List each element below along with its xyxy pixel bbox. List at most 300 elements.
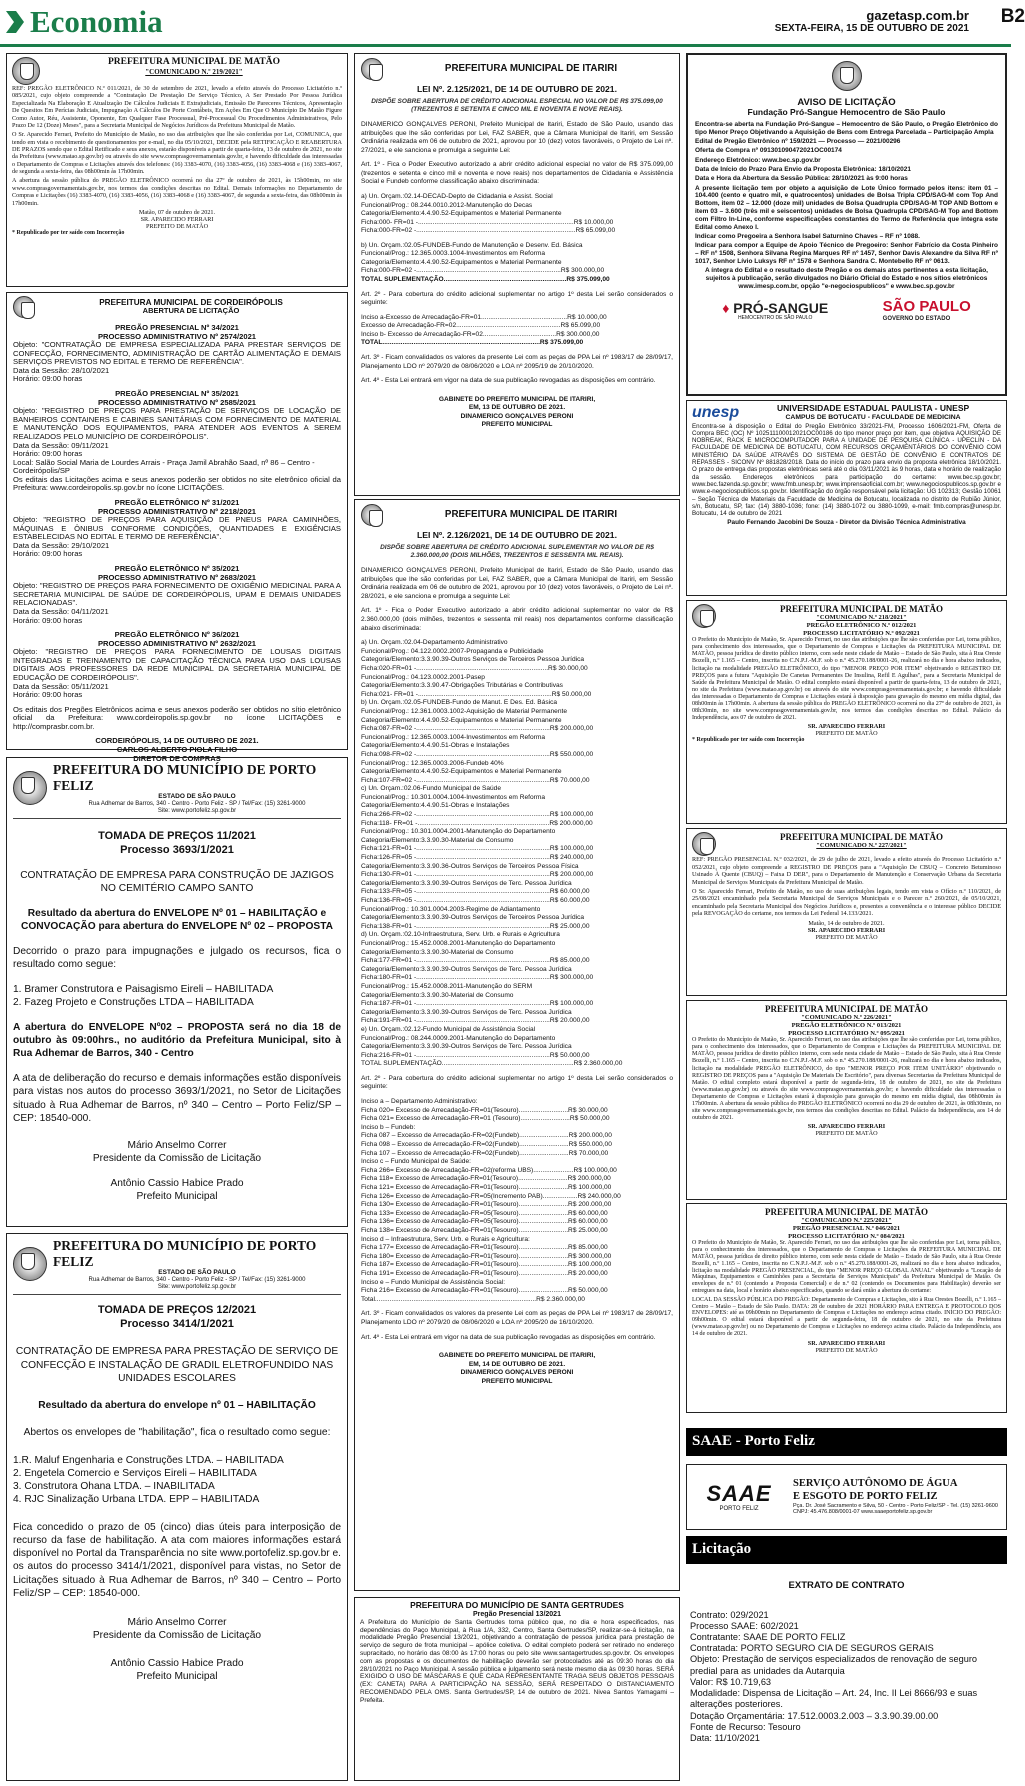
tender-process: PROCESSO ADMINISTRATIVO Nº 2632/2021 [97, 638, 257, 648]
tender-editais: Os editais das Licitações acima e seus anexos poderão ser obtidos no site eletrônico oficial da Prefeitura: www.cordeiropolis.sp.gov.br no ícone LICITAÇÕES. [13, 474, 341, 493]
budget-line: Ficha 216= Excesso de Arrecadação-FR=01(Tesouro)...........................R$ 50.000,00 [361, 1287, 608, 1295]
result-item: 1. Bramer Construtora e Paisagismo Eireli – HABILITADA [13, 984, 274, 996]
tender-heading: PREGÃO ELETRÔNICO Nº 36/2021 [114, 630, 240, 640]
gabinete-date: EM, 14 DE OUTUBRO DE 2021. [468, 1360, 566, 1368]
law-article-4: Art. 4º - Esta Lei entrará em vigor na data de sua publicação revogadas as disposições em contrário. [361, 1333, 656, 1341]
gabinete-date: EM, 13 DE OUTUBRO DE 2021. [468, 404, 566, 412]
section-bar-saae [686, 1428, 1007, 1456]
tender-date: Data da Sessão: 28/10/2021 [13, 365, 110, 375]
cover-lines [361, 1098, 673, 1304]
section-bar-title: Licitação [692, 1541, 752, 1558]
result-item: 2. Engetela Comercio e Serviços Eireli – HABILITADA [13, 1467, 257, 1479]
notice-matao-227 [686, 828, 1007, 996]
notice-title: PREFEITURA MUNICIPAL DE ITARIRI [444, 509, 618, 521]
budget-line: Ficha 107 – Excesso de Arrecadação-FR=02(Fundeb)...........................R$ 70.000,00 [361, 1149, 609, 1157]
contract-extract [686, 1570, 1007, 1782]
notice-role: PREFEITO DE MATÃO [815, 729, 878, 737]
budget-line: Inciso c – Fundo Municipal de Saúde: [361, 1158, 471, 1166]
tender-result: Resultado da abertura do ENVELOPE Nº 01 – HABILITAÇÃO e CONVOCAÇÃO para abertura do ENVELOPE Nº 02 – PROPOSTA [20, 908, 334, 933]
result-item: 1.R. Maluf Engenharia e Construções LTDA. – HABILITADA [13, 1454, 284, 1466]
gabinete: GABINETE DO PREFEITO MUNICIPAL DE ITARIRI, [438, 395, 596, 403]
budget-line: Categoria/Elemento:4.4.90.52-Equipamentos e Material Permanente [361, 768, 562, 776]
tender-object: Objeto: "CONTRATAÇÃO DE EMPRESA ESPECIALIZADA PARA PRESTAR SERVIÇOS DE CONFECÇÃO, FORNECIMENTO, ADMINISTRAÇÃO DE CARTÃO ALIMENTAÇÃO E DEMAIS SERVIÇOS PREVISTOS NO EDITAL E TERMO DE REFERÊNCIA". [13, 340, 341, 367]
budget-unit: b) Un. Orçam.:02.05-FUNDEB-Fundo de Manutenção e Desenv. Ed. Básica [361, 241, 583, 249]
state-seal-icon [832, 61, 862, 91]
budget-unit: a) Un. Orçam.:02.14-DECAD-Depto de Cidadania e Assist. Social [361, 192, 553, 200]
budget-line: Ficha 266= Excesso de Arrecadação-FR=02(reforma UBS)......................R$ 100.000,00 [361, 1166, 617, 1174]
org-address: Pça. Dr. José Sacramento e Silva, 50 - Centro - Porto Feliz/SP - Tel. (15) 3261-9600 [793, 1502, 998, 1509]
notice-porto-feliz-tp12 [6, 1233, 348, 1781]
budget-line: Ficha:138-FR=01 -.........................................................................R$ 25.000,00 [361, 922, 590, 930]
signer-role: Prefeito Municipal [136, 1190, 218, 1202]
budget-line: Categoria/Elemento:3.3.90.39-Outros Serviços de Terc. Pessoa Jurídica [361, 879, 572, 887]
extract-line: Contratada: PORTO SEGURO CIA DE SEGUROS GERAIS [690, 1643, 934, 1654]
budget-line: Ficha:266-FR=02 -.........................................................................R$ 100.000,00 [361, 811, 594, 819]
budget-line: Inciso a – Departamento Administrativo: [361, 1098, 478, 1106]
notice-body: A Prefeitura do Município de Santa Gertrudes torna público que, no dia e hora especificados, nas dependências do Paço Municipal, à Rua 1/A, 332, Centro, Santa Gertrudes/SP, realizar-se-á licitação, na modalidade Pregão Presencial 13/2021, objetivando a contratação de pessoa jurídica para prestação de serviço de seguro de frota municipal – apólice coletiva. O edital completo poderá ser retirado no endereço supracitado, no horário das 08:00 às 17:00 horas ou pelo site www.santagertrudes.sp.gov.br. Os envelopes com as propostas e os documentos de habilitação deverão ser protocolados até as 09:30 horas do dia 28/10/2021 no Paço Municipal. A sessão pública e julgamento será neste mesmo dia às 09:30 horas. SERÁ EXIGIDO O USO DE MÁSCARAS E QUE CADA REPRESENTANTE TRAGA SEUS OBJETOS PESSOAIS (EX: CANETA) PARA A PARTICIPAÇÃO NA SESSÃO, SERÁ RESPEITADO O DISTANCIAMENTO RECOMENDADO PELA OMS. Santa Gertrudes/SP, 14 de outubro de 2021. Nivea Santos Yamagami – Prefeita. [360, 1618, 674, 1704]
budget-line: Categoria/Elemento:4.4.90.51-Obras e Instalações [361, 802, 510, 810]
budget-line: Funcional/Prog.: 10.301.0004.1004-Investimentos em Reforma [361, 793, 545, 801]
notice-process: PROCESSO LICITATÓRIO N.º 084/2021 [788, 1232, 905, 1240]
chevron-right-icon [4, 9, 26, 35]
budget-line: Funcional/Prog.: 12.365.0003.1004-Investimentos em Reforma [361, 250, 545, 258]
notice-matao-226 [686, 1000, 1007, 1200]
notice-site: Site: www.portofeliz.sp.gov.br [157, 1283, 237, 1290]
tender-time: Horário: 09:00 horas [13, 690, 83, 700]
budget-line: TOTAL SUPLEMENTAÇÃO........................................................................R$ 2.360.000,00 [361, 1060, 623, 1068]
coat-of-arms-icon [13, 1247, 47, 1281]
budget-line: Ficha:136-FR=05 -.........................................................................R$ 60.000,00 [361, 897, 590, 904]
notice-site: Site: www.portofeliz.sp.gov.br [157, 807, 237, 814]
extract-line: Fonte de Recurso: Tesouro [690, 1721, 801, 1732]
law-preamble: DINAMERICO GONÇALVES PERONI, Prefeito Municipal de Itariri, Estado de São Paulo, usando das atribuições que lhe são conferidas por Lei, FAZ SABER, que a Câmara Municipal de Itariri, em Sessão Ordinária realizada em 06 de outubro de 2021, aprovou por 10 (dez) votos favoráveis, o Projeto de Lei nº. 28/2021, e ele sanciona e promulga a seguinte Lei: [361, 567, 673, 600]
budget-line: Inciso e – Fundo Municipal de Assistência Social: [361, 1278, 506, 1286]
tender-intro: Decorrido o prazo para impugnações e julgado os recursos, fica o resultado como segue: [13, 946, 341, 971]
notice-signer: CARLOS ALBERTO PIOLA FILHO [116, 745, 238, 755]
notice-subtitle: Fundação Pró-Sangue Hemocentro de São Paulo [747, 107, 946, 118]
notice-role: DIRETOR DE COMPRAS [133, 753, 221, 763]
budget-line: Ficha:098-FR=02 -.........................................................................R$ 550.000,00 [361, 750, 594, 758]
notice-santa-gertrudes [354, 1597, 680, 1781]
notice-porto-feliz-tp11 [6, 753, 348, 1227]
extract-line: Contrato: 029/2021 [690, 1609, 769, 1620]
budget-line: Funcional/Prog.: 15.452.0008.2001-Manutenção do Departamento [361, 939, 556, 947]
notice-signer: DINAMERICO GONÇALVES PERONI [460, 1369, 574, 1377]
budget-line: Ficha 098 – Excesso de Arrecadação-FR=02(Fundeb)...........................R$ 550.000,00 [361, 1141, 612, 1149]
notice-heading: PREGÃO ELETRÔNICO N.º 012/2021 [806, 621, 917, 629]
unesp-logo: unesp [692, 404, 740, 421]
budget-line: Ficha:000-FR=02 -.......................................................................................R$ 65.099,00 [361, 227, 616, 235]
budget-line: Funcional/Prog.: 15.452.0008.2011-Manutenção do SERM [361, 982, 533, 990]
coat-of-arms-icon [13, 296, 35, 318]
tender-process: PROCESSO ADMINISTRATIVO Nº 2585/2021 [97, 397, 257, 407]
tender-process: PROCESSO ADMINISTRATIVO Nº 2218/2021 [97, 506, 257, 516]
notice-title: PREFEITURA MUNICIPAL DE MATÃO [765, 1207, 928, 1217]
budget-line: Ficha 133= Excesso de Arrecadação-FR=05(Tesouro)...........................R$ 60.000,00 [361, 1209, 608, 1217]
extract-line: Valor: R$ 10.719,63 [690, 1676, 772, 1687]
budget-line: Ficha 126= Excesso de Arrecadação-FR=05(Incremento PAB)...................R$ 240.000,00 [361, 1192, 621, 1200]
notice-subtitle: ABERTURA DE LICITAÇÃO [142, 306, 240, 316]
notice-title: PREFEITURA DO MUNICÍPIO DE SANTA GERTRUDES [410, 1600, 624, 1610]
notice-state: ESTADO DE SÃO PAULO [158, 793, 236, 801]
budget-line: Ficha:000-FR=02 -...............................................................................R$ 300.000,00 [361, 267, 605, 275]
saae-logo [693, 1481, 785, 1513]
law-number: LEI Nº. 2.126/2021, DE 14 DE OUTUBRO DE 2021. [417, 530, 617, 540]
tender-time: Horário: 09:00 horas [13, 374, 83, 384]
notice-cordeiropolis [6, 292, 348, 763]
signer-name: Antônio Cassio Habice Prado [110, 1177, 244, 1189]
law-summary: DISPÕE SOBRE ABERTURA DE CRÉDITO ADICIONAL SUPLEMENTAR NO VALOR DE R$ 2.360.000,00 (DOIS MILHÕES, TREZENTOS E SESSENTA MIL REAIS). [380, 543, 654, 559]
notice-note: * Republicado por ter saído com Incorreção [12, 230, 125, 237]
notice-role: PREFEITO MUNICIPAL [481, 1377, 553, 1385]
notice-line: Endereço Eletrônico: www.bec.sp.gov.br [695, 156, 821, 164]
law-article-1: Art. 1º - Fica o Poder Executivo autorizado a abrir crédito adicional especial no valor de R$ 375.099,00 (trezentos e setenta e cinco mil e noventa e nove reais) nos departamentos de Cidadania e Assistência Social e Fundeb conforme classificação abaixo discriminada: [361, 161, 673, 186]
notice-title: PREFEITURA DO MUNICÍPIO DE PORTO FELIZ [53, 762, 317, 793]
logo-subtext: GOVERNO DO ESTADO [882, 315, 951, 322]
budget-line: b) Un. Orçam.:02.05-FUNDEB-Fundo de Manut. E Des. Ed. Básica [361, 699, 558, 707]
notice-line: Indicar como Pregoeira a Senhora Isabel Saturnino Chaves – RF nº 1088. [695, 232, 920, 240]
extract-line: Dotação Orçamentária: 17.512.0003.2.003 – 3.3.90.39.00.00 [690, 1710, 939, 1721]
budget-line: Ficha 021= Excesso de Arrecadação-FR=01 (Tesouro)...........................R$ 50.000,00 [361, 1115, 610, 1123]
budget-line: Ficha:216-FR=01 -.........................................................................R$ 50.000,00 [361, 1051, 590, 1059]
law-article-2: Art. 2º - Para cobertura do crédito adicional suplementar no artigo 1º desta Lei serão considerados o seguinte: [361, 1074, 673, 1091]
notice-line: Data e Hora da Abertura da Sessão Pública: 28/10/2021 às 9:00 horas [695, 175, 908, 183]
tender-opening: A abertura do ENVELOPE Nº02 – PROPOSTA será no dia 18 de outubro às 09:00hrs., no auditório da Prefeitura Municipal, sito à Rua Adhemar de Barros, 340 - Centro [13, 1022, 341, 1060]
notice-ref: REF: PREGÃO PRESENCIAL N.º 032/2021, de 29 de julho de 2021, levado a efeito através do Processo Licitatório n.º 052/2021, cujo objeto compreende a REGISTRO DE PREÇOS para a "Aquisição De CBUQ – Concreto Betuminoso Usinado À Quente (CBUQ) – Faixa D DER", para o Departamento de Manutenção e Conservação Urbana da Secretaria Municipal de Serviços Municipais da Prefeitura Municipal de Matão. [692, 856, 1001, 886]
budget-line: Ficha:118- FR=01 -........................................................................R$ 200.000,00 [361, 819, 593, 827]
notice-signer: SR. APARECIDO FERRARI [807, 1339, 886, 1347]
budget-line: Funcional/Prog.: 12.365.0003.1004-Investimentos em Reforma [361, 733, 545, 741]
notice-matao-218 [686, 600, 1007, 824]
tender-object: Objeto: "REGISTRO DE PREÇOS PARA PRESTAÇÃO DE SERVIÇOS DE LOCAÇÃO DE BANHEIROS CONTAINERS E CABINES SANITÁRIAS COM FORNECIMENTO DE MATERIAL E MANUTENÇÃO DOS EQUIPAMENTOS, PARA ATENDER AOS EVENTOS A SEREM REALIZADOS PELO MUNICÍPIO DE CORDEIRÓPOLIS". [13, 406, 341, 441]
budget-line: Ficha 180= Excesso de Arrecadação-FR=01(Tesouro)...........................R$ 300.000,00 [361, 1252, 612, 1260]
notice-note: * Republicado por ter saído com Incorreção [692, 736, 805, 743]
budget-line: Categoria/Elemento:3.3.90.39-Outros Serviços de Terc. Pessoa Jurídica [361, 1043, 572, 1051]
extract-line: Modalidade: Dispensa de Licitação – Art. 24, Inc. II Lei 8666/93 e suas alterações posteriores. [690, 1688, 978, 1710]
budget-line: Ficha:126-FR=05 -.........................................................................R$ 240.000,00 [361, 854, 594, 862]
notice-place: Matão, 14 de outubro de 2021. [808, 919, 885, 927]
law-article-3: Art. 3º - Ficam convalidados os valores da presente Lei com as peças de PPA Lei nº 1983/17 de 28/09/17, Planejamento LDO nº 2079/20 de 08/06/2020 e LOA nº 2095/20 de 16/10/2020. [361, 1310, 673, 1326]
cover-line: Inciso a-Excesso de Arrecadação-FR=01...............................................R$ 10.000,00 [361, 313, 607, 321]
tender-heading: PREGÃO PRESENCIAL Nº 35/2021 [115, 389, 239, 399]
notice-signer: SR. APARECIDO FERRARI [807, 722, 886, 730]
budget-line: Ficha 121= Excesso de Arrecadação-FR=01(Tesouro)...........................R$ 100.000,00 [361, 1184, 612, 1191]
gabinete: GABINETE DO PREFEITO MUNICIPAL DE ITARIRI, [438, 1352, 596, 1360]
budget-line: Ficha 087 – Excesso de Arrecadação-FR=02(Fundeb)...........................R$ 200.000,00 [361, 1132, 612, 1140]
tender-process: PROCESSO ADMINISTRATIVO Nº 2683/2021 [97, 572, 257, 582]
notice-title: PREFEITURA MUNICIPAL DE MATÃO [780, 604, 943, 614]
sao-paulo-logo [883, 298, 971, 322]
tender-heading: PREGÃO ELETRÔNICO Nº 35/2021 [114, 564, 240, 574]
budget-line: Funcional/Prog.: 12.365.0003.2006-Fundeb 40% [361, 759, 504, 767]
notice-role: PREFEITO MUNICIPAL [481, 421, 553, 429]
budget-line: Ficha:191-FR=01 -.........................................................................R$ 20.000,00 [361, 1017, 590, 1025]
page-meta [774, 6, 1025, 35]
org-name: SERVIÇO AUTÔNOMO DE ÁGUA [793, 1478, 958, 1490]
law-article-2: Art. 2º - Para cobertura do crédito adicional suplementar no artigo 1º desta Lei serão considerados o seguinte: [361, 290, 673, 307]
notice-role: PREFEITO DE MATÃO [815, 1346, 878, 1354]
law-summary: DISPÕE SOBRE ABERTURA DE CRÉDITO ADICIONAL ESPECIAL NO VALOR DE R$ 375.099,00 (TREZENTOS E SETENTA E CINCO MIL E NOVENTA E NOVE REAIS). [371, 97, 663, 113]
tender-process: PROCESSO ADMINISTRATIVO Nº 2574/2021 [97, 331, 257, 341]
logo-subtext: PORTO FELIZ [719, 1506, 759, 1513]
budget-line: Inciso b – Fundeb: [361, 1123, 416, 1131]
budget-line: e) Un. Orçam.:02.12-Fundo Municipal de Assistência Social [361, 1025, 536, 1033]
notice-role: PREFEITO DE MATÃO [815, 1129, 878, 1137]
result-item: 3. Construtora Ohana LTDA. – INABILITADA [13, 1481, 215, 1493]
section-header [4, 2, 163, 42]
notice-subtitle: Pregão Presencial 13/2021 [473, 1610, 561, 1618]
budget-line: Ficha:187-FR=01 -.........................................................................R$ 100.000,00 [361, 1000, 594, 1008]
notice-body-2: LOCAL DA SESSÃO PÚBLICA DO PREGÃO: Departamento de Compras e Licitações, sito à Rua Orestes Bozelli, n.º 1.165 – Centro – Matão – Estado de São Paulo. DATA: 28 de outubro de 2021 HORÁRIO PARA ENTREGA E PROTOCOLO DOS ENVELOPES: até as 09h00min no Departamento de Compras e Licitações no endereço acima citado. INÍCIO DO PREGÃO: 09h00min. O edital estará disponível a partir de segunda-feira, 18 de outubro de 2021, no site da Prefeitura (www.matao.sp.gov.br) ou no Departamento de Compras e Licitações no endereço acima citado. Palácio da Independência, aos 14 de outubro de 2021. [692, 1296, 1001, 1338]
notice-subtitle: "COMUNICADO N.º 225/2021" [801, 1217, 892, 1225]
tender-heading: PREGÃO PRESENCIAL Nº 34/2021 [115, 323, 239, 332]
logo-subtext: HEMOCENTRO DE SÃO PAULO [738, 314, 813, 321]
notice-date: CORDEIRÓPOLIS, 14 DE OUTUBRO DE 2021. [95, 736, 259, 746]
tender-date: Data da Sessão: 05/11/2021 [13, 681, 109, 691]
section-bar-licitacao [686, 1536, 1007, 1564]
budget-line: Ficha:130-FR=01 -.........................................................................R$ 200.000,00 [361, 871, 594, 879]
org-cnpj: CNPJ: 45.476.808/0001-07 www.saaeportofeliz.sp.gov.br [793, 1509, 933, 1516]
notice-state: ESTADO DE SÃO PAULO [158, 1269, 236, 1277]
budget-line: Categoria/Elemento:3.3.90.30-Material de Consumo [361, 836, 514, 844]
budget-line: Ficha:177-FR=01 -.........................................................................R$ 85.000,00 [361, 957, 590, 965]
extract-line: Data: 11/10/2021 [690, 1732, 760, 1743]
notice-title: PREFEITURA MUNICIPAL DE ITARIRI [444, 63, 618, 75]
coat-of-arms-icon [361, 58, 383, 80]
signer-role: Presidente da Comissão de Licitação [92, 1152, 262, 1164]
notice-ref: REF: PREGÃO ELETRÔNICO N.º 011/2021, de 30 de setembro de 2021, levado a efeito através do Processo Licitatório n.º 085/2021, cujo objeto compreende a "Contratação De Prestação De Serviço Técnico, A Ser Prestado Por Pessoa Jurídica Especializada Na Elaboração E Atualização De Cálculos Judiciais E Extrajudiciais, Emissão De Pareceres Técnicos, Apresentação De Quesitos Em Perícias Judiciais, Impugnação A Cálculos De Porte Contábeis, Em Ações Em Que O Município De Matão Figure Como Autor, Réu, Assistente, Oponente, Em Qualquer Fase Processual, Pré-Processual Ou Procedimentos Administrativos, Pelo Prazo De 12 (Doze) Meses", para a Secretaria Municipal de Negócios Jurídicos da Prefeitura Municipal de Matão. [12, 85, 342, 130]
signer-name: Mário Anselmo Correr [127, 1139, 227, 1151]
budget-line: Ficha:087-FR=02 -.........................................................................R$ 200.000,00 [361, 725, 594, 733]
budget-line: Categoria/Elemento:3.3.90.39-Outros Serviços de Terceiros Pessoa Jurídica [361, 914, 585, 922]
tender-minutes: A ata de deliberação do recurso e demais informações estão disponíveis para vistas nos autos do processo 3693/1/2021, no Setor de Licitações situado à Rua Adhemar de Barros, nº 340 – Centro – Porto Feliz/SP – CEP: 18540-000. [13, 1073, 341, 1124]
budget-line: d) Un. Orçam.:02.10-Infraestrutura, Serv. Urb. e Rurais e Agricultura [361, 931, 560, 939]
budget-lines [361, 639, 673, 1069]
tender-deadline: Fica concedido o prazo de 05 (cinco) dias úteis para interposição de recurso da fase de habilitação. A ata com maiores informações estará disponível no Portal da Transparência no site www.portofeliz.sp.gov.br e. os autos do processo 3414/1/2021, disponível para vistas, no Setor de Licitações situado à Rua Adhemar de Barros, nº 340 – Centro – Porto Feliz/SP – CEP: 18540-000. [13, 1521, 341, 1599]
notice-matao-219 [6, 53, 348, 287]
budget-line: Categoria/Elemento:3.3.90.39-Outros Serviços de Terc. Pessoa Jurídica [361, 1008, 572, 1016]
tender-heading: TOMADA DE PREÇOS 11/2021 [98, 829, 256, 842]
budget-line: Categoria/Elemento:3.3.90.36-Outros Serviços de Terceiros Pessoa Física [361, 862, 579, 870]
coat-of-arms-icon [692, 604, 716, 628]
tender-date: Data da Sessão: 29/10/2021 [13, 540, 110, 550]
notice-process: PROCESSO LICITATÓRIO N.º 092/2021 [803, 629, 920, 637]
logo-text: SAAE [706, 1480, 772, 1506]
budget-line: Funcional/Prog.: 10.301.0004.2003-Regime de Adiantamento [361, 905, 541, 913]
issue-date: SEXTA-FEIRA, 15 DE OUTUBRO DE 2021 [774, 23, 969, 35]
budget-line: Funcional/Prog.: 10.301.0004.2001-Manutenção do Departamento [361, 828, 556, 836]
notice-heading: PREGÃO PRESENCIAL N.º 046/2021 [792, 1224, 901, 1232]
tender-heading: TOMADA DE PREÇOS 12/2021 [97, 1303, 257, 1316]
tender-object: Objeto: "REGISTRO DE PREÇOS PARA FORNECIMENTO DE OXIGÊNIO MEDICINAL PARA A SECRETARIA MUNICIPAL DE SAÚDE DE CORDEIRÓPOLIS, UPAM E DEMAIS UNIDADES RELACIONADAS". [13, 581, 341, 608]
tender-local: Local: Salão Social Maria de Lourdes Arrais - Praça Jamil Abrahão Saad, nº 86 – Centro - Cordeirópolis/SP [13, 457, 315, 476]
budget-line: Categoria/Elemento:3.3.90.30-Material de Consumo [361, 948, 514, 956]
cover-total: TOTAL......................................................................................R$ 375.099,00 [361, 339, 584, 347]
law-article-3: Art. 3º - Ficam convalidados os valores da presente Lei com as peças de PPA Lei nº 1983/17 de 28/09/17, Planejamento LDO nº 2079/20 de 08/06/2020 e LOA nº 2095/19 de 20/10/2020. [361, 353, 673, 370]
extract-line: Processo SAAE: 602/2021 [690, 1620, 799, 1631]
notice-subtitle: "COMUNICADO N.º 226/2021" [801, 1014, 892, 1022]
result-item: 4. RJC Sinalização Urbana LTDA. EPP – HABILITADA [13, 1494, 260, 1506]
extract-line: Objeto: Prestação de serviços especializados de renovação de seguro predial para as unidades da Autarquia [690, 1654, 978, 1676]
budget-total: TOTAL SUPLEMENTAÇÃO...................................................................R$ 375.099,00 [361, 276, 610, 284]
header-rule [0, 44, 1011, 47]
site-url: gazetasp.com.br [866, 8, 969, 23]
notice-title: PREFEITURA MUNICIPAL DE MATÃO [765, 1004, 928, 1014]
notice-matao-225 [686, 1203, 1007, 1413]
notice-line: A íntegra do Edital e o resultado deste Pregão e os demais atos pertinentes a esta licitação, sujeitos à publicação, serão divulgados no Diário Oficial do Estado e nos sítios eletrônicos www.imesp.com.br, opção "e-negociospublicos" e www.bec.sp.gov.br [705, 267, 988, 290]
extract-line: Contratante: SAAE DE PORTO FELIZ [690, 1632, 846, 1643]
tender-process: Processo 3414/1/2021 [120, 1318, 234, 1331]
notice-title: PREFEITURA MUNICIPAL DE MATÃO [780, 832, 943, 842]
budget-line: Categoria/Elemento:4.4.90.52-Equipamentos e Material Permanente [361, 258, 562, 266]
notice-title: UNIVERSIDADE ESTADUAL PAULISTA - UNESP [776, 403, 970, 414]
notice-title: PREFEITURA DO MUNICÍPIO DE PORTO FELIZ [53, 1238, 317, 1269]
budget-line: Funcional/Prog.: 04.123.0002.2001-Pasep [361, 673, 485, 681]
notice-title: PREFEITURA MUNICIPAL DE CORDEIRÓPOLIS [99, 297, 283, 307]
budget-line: Ficha:121-FR=01 -.........................................................................R$ 100.000,00 [361, 845, 594, 853]
budget-line: Ficha 136= Excesso de Arrecadação-FR=05(Tesouro)...........................R$ 60.000,00 [361, 1218, 608, 1226]
notice-title: PREFEITURA MUNICIPAL DE MATÃO [108, 57, 280, 67]
logo-text: SÃO PAULO [882, 298, 971, 316]
notice-pro-sangue [686, 53, 1007, 396]
notice-process: PROCESSO LICITATÓRIO N.º 095/2021 [788, 1029, 905, 1037]
budget-line: Ficha 118= Excesso de Arrecadação-FR=01(Tesouro)...........................R$ 200.000,00 [361, 1175, 611, 1183]
cover-line: Inciso b- Excesso de Arrecadação-FR=02........................................R$ 300.000,00 [361, 330, 600, 338]
notice-body: O Prefeito do Município de Matão, Sr. Aparecido Ferrari, no uso das atribuições que lhe são conferidas por Lei, torna público, para o conhecimento dos interessados, que o Departamento de Compras e Licitações da PREFEITURA MUNICIPAL DE MATÃO, pessoa jurídica de direito público interno, com sede nesta cidade de Matão – Estado de São Paulo, sita à Rua Oreste Bozelli, n.º 1.165 – Centro, inscrita no C.N.P.J.-M.F. sob o n.º 45.270.188/0001-26, realizará no dia e hora abaixo indicados, licitação na modalidade PREGÃO PRESENCIAL, do tipo "MENOR PREÇO GLOBAL ANUAL" objetivando a "Locação de Máquinas, Equipamentos e Caminhões para a Secretaria de Serviços Municipais" da Prefeitura Municipal de Matão. Os envelopes de n.º 01 (contendo a Proposta Comercial) e de n.º 02 (contendo os Documentos para Habilitação) deverão ser entregues na data, local e horário abaixo especificados, quando se dará então a abertura do certame: [692, 1240, 1001, 1295]
notice-line: A presente licitação tem por objeto a aquisição de Lote Único formado pelos itens: item 01 – 104.400 (cento e quatro mil, e quatrocentos) unidades de Bolsa Tripla CPD/SAG-M com Top And Bottom, item 02 – 12.000 (doze mil) unidades de Bolsa Quadrupla CPD/SAG-M TOP AND Bottom e item 03 – 3.600 (três mil e seiscentos) unidades de Bolsa Quadrupla CPD/SAG-M Top and Bottom com Filtro In-Line, conforme especificações constantes do Termo de Referência que integra este Edital como Anexo I. [695, 184, 998, 231]
budget-line: Ficha 187= Excesso de Arrecadação-FR=01(Tesouro)...........................R$ 100.000,00 [361, 1261, 612, 1269]
tender-process: Processo 3693/1/2021 [120, 843, 234, 856]
budget-line: Categoria/Elemento:3.3.90.30-Material de Consumo [361, 991, 514, 999]
notice-line: Indicar para compor a Equipe de Apoio Técnico de Pregoeiro: Senhor Fabrício da Costa Pinheiro – RF nº 1508, Senhora Silvana Regina Marques RF nº 1457, Senhor Davis Alexandre da Silva RF nº 1017, Senhor Lívio Luksys RF nº 1578 e Senhora Sandra C. Montebello RF nº 0613. [695, 242, 998, 265]
notice-itariri-2125 [354, 53, 680, 496]
budget-line: Ficha:180-FR=01 -.........................................................................R$ 300.000,00 [361, 974, 594, 982]
notice-role: PREFEITO DE MATÃO [145, 222, 209, 230]
notice-subtitle: "COMUNICADO N.º 218/2021" [816, 614, 907, 622]
coat-of-arms-icon [13, 771, 47, 805]
tender-date: Data da Sessão: 09/11/2021 [13, 440, 109, 450]
notice-address: Rua Adhemar de Barros, 340 - Centro - Porto Feliz - SP / Tel/Fax: (15) 3261-9000 [88, 800, 306, 807]
law-article-4: Art. 4º - Esta Lei entrará em vigor na data de sua publicação revogadas as disposições em contrário. [361, 377, 656, 385]
tender-object: CONTRATAÇÃO DE EMPRESA PARA CONSTRUÇÃO DE JAZIGOS NO CEMITÉRIO CAMPO SANTO [20, 869, 334, 894]
extract-title: EXTRATO DE CONTRATO [788, 1580, 905, 1591]
budget-line: Ficha 191= Excesso de Arrecadação-FR=01(Tesouro)...........................R$ 20.000,00 [361, 1269, 608, 1277]
signer-role: Presidente da Comissão de Licitação [92, 1630, 262, 1642]
budget-line: Ficha 130= Excesso de Arrecadação-FR=01(Tesouro)...........................R$ 200.000,00 [361, 1201, 612, 1209]
notice-body: O Sr. Aparecido Ferrari, Prefeito de Matão, no uso de suas atribuições legais, tendo em vista o Ofício n.º 110/2021, de 25/08/2021 encaminhado pela Secretaria Municipal de Serviços Municipais e o Parecer n.º 260/2021, de 05/10/2021, encaminhado pela Secretaria Municipal dos Negócios Jurídicos e, presentes a conveniência e o interesse público DECIDE pela REVOGAÇÃO do certame, nos termos da Lei Federal 14.133/2021. [692, 887, 1001, 918]
budget-line: Ficha 020= Excesso de Arrecadação-FR=01(Tesouro)...........................R$ 30.000,00 [361, 1106, 608, 1114]
notice-signer: Paulo Fernando Jacobini De Souza - Diretor da Divisão Técnica Administrativa [727, 518, 966, 526]
coat-of-arms-icon [361, 504, 383, 526]
budget-line: Categoria/Elemento:4.4.90.52-Equipamentos e Material Permanente [361, 716, 562, 724]
notice-line: Oferta de Compra nº 091301090472021OC00174 [695, 147, 842, 155]
coat-of-arms-icon [12, 57, 40, 85]
budget-line: c) Un. Orçam.:02.06-Fundo Municipal de Saúde [361, 785, 502, 793]
budget-line: Categoria/Elemento:3.3.90.39-Outros Serviços de Terc. Pessoa Jurídica [361, 965, 572, 973]
budget-line: Categoria/Elemento:4.4.90.51-Obras e Instalações [361, 742, 510, 750]
budget-line: Total........................................................................................R$ 2.360.000,00 [361, 1295, 585, 1303]
pro-sangue-logo [722, 300, 828, 322]
tender-heading: PREGÃO ELETRÔNICO Nº 31/2021 [114, 497, 240, 507]
notice-role: PREFEITO DE MATÃO [815, 933, 878, 941]
budget-line: Ficha:000- FR=01 -.....................................................................................R$ 10.000,00 [361, 218, 614, 226]
notice-intro: Encontra-se aberta na Fundação Pró-Sangue – Hemocentro de São Paulo, o Pregão Eletrônico do tipo Menor Preço Objetivando a Aquisição de Bens com Entrega Parcelada – Participação Ampla [695, 120, 998, 136]
budget-line: Categoria/Elemento:3.3.90.47-Obrigações Tributárias e Contributivas [361, 682, 563, 690]
notice-title: AVISO DE LICITAÇÃO [797, 97, 896, 109]
coat-of-arms-icon [692, 832, 716, 856]
budget-line: Ficha 138= Excesso de Arrecadação-FR=01(Tesouro)...........................R$ 25.000,00 [361, 1226, 608, 1234]
notice-subtitle: "COMUNICADO N.º 219/2021" [145, 68, 243, 77]
section-title: Economia [30, 4, 163, 40]
notice-address: Rua Adhemar de Barros, 340 - Centro - Porto Feliz - SP / Tel/Fax: (15) 3261-9000 [88, 1276, 306, 1283]
signer-name: Mário Anselmo Correr [127, 1617, 227, 1629]
tender-object: Objeto: "REGISTRO DE PREÇOS PARA FORNECIMENTO DE LOUSAS DIGITAIS INTEGRADAS E TREINAMENTO DE CAPACITAÇÃO TÉCNICA PARA USO DAS LOUSAS DIGITAIS AOS PROFESSORES DA REDE MUNICIPAL DA SECRETARIA MUNICIPAL DE EDUCAÇÃO DE CORDEIRÓPOLIS". [13, 647, 341, 682]
notice-line: Data de Início do Prazo Para Envio da Proposta Eletrônica: 18/10/2021 [695, 165, 912, 173]
law-preamble: DINAMERICO GONÇALVES PERONI, Prefeito Municipal de Itariri, Estado de São Paulo, usando das atribuições que lhe são conferidas por Lei, FAZ SABER, que a Câmara Municipal de Itariri, em Sessão Ordinária realizada em 06 de outubro de 2021, aprovou por 10 (dez) votos favoráveis, o Projeto de Lei nº. 27/2021, e ele sanciona e promulga a seguinte Lei: [361, 121, 673, 154]
notice-unesp [686, 400, 1007, 596]
budget-line: Ficha:020-FR=01 -........................................................................R$ 30.000,00 [361, 664, 588, 672]
notice-subtitle: "COMUNICADO N.º 227/2021" [816, 842, 907, 850]
budget-line: Funcional/Prog.: 12.361.0003.1002-Aquisição de Material Permanente [361, 707, 568, 715]
notice-body: O Prefeito do Município de Matão, Sr. Aparecido Ferrari, no uso das atribuições que lhe são conferidas por Lei, torna público, para o conhecimento dos interessados, que o Departamento de Compras e Licitações da PREFEITURA MUNICIPAL DE MATÃO, pessoa jurídica de direito público interno, com sede nesta cidade de Matão – Estado de São Paulo, sita à Rua Oreste Bozelli, n.º 1.165 – Centro, inscrita no C.N.P.J.-M.F. sob o n.º 45.270.188/0001-26, realizará no dia e hora abaixo indicados, licitação na modalidade PREGÃO ELETRÔNICO, do tipo "MENOR PREÇO POR ITEM UNITÁRIO" objetivando o REGISTRO DE PREÇOS para a "Aquisição De Materiais De Escritório", para diversas Secretarias da Prefeitura Municipal de Matão. O edital completo estará disponível a partir de segunda-feira, 18 de outubro de 2021, no site da Prefeitura (www.matao.sp.gov.br) ou através do site www.comprasgovernamentais.gov.br; e havendo dificuldade das interessadas o Departamento de Compras e Licitações estará à disposição para gravação do mesmo em mídia digital, das 08h00min às 17h00min. A abertura da sessão pública do PREGÃO ELETRÔNICO ocorrerá no dia 29 de outubro de 2021, às 08h30min, no site www.comprasgovernamentais.gov.br, nos termos das condições descritas no Edital. Palácio da Independência, aos 14 de outubro de 2021. [692, 1037, 1001, 1122]
tender-object: Objeto: "REGISTRO DE PREÇOS PARA AQUISIÇÃO DE PNEUS PARA CAMINHÕES, MÁQUINAS E ÔNIBUS CONFORME CONDIÇÕES, QUANTIDADES E EXIGÊNCIAS ESTABELECIDAS NO EDITAL E TERMO DE REFERÊNCIA". [13, 515, 341, 542]
logo-text: PRÓ-SANGUE [733, 299, 829, 316]
budget-line: Funcional/Prog.: 08.244.0010.2012-Manutenção do Decas [361, 201, 533, 209]
tender-editais-2: Os editais dos Pregões Eletrônicos acima e seus anexos poderão ser obtidos no sítio eletrônico oficial da Prefeitura: www.cordeiropolis.sp.gov.br no ícone LICITAÇÕES e http://comprasbr.com.br. [13, 704, 341, 731]
signer-name: Antônio Cassio Habice Prado [110, 1657, 244, 1669]
org-name-2: E ESGOTO DE PORTO FELIZ [793, 1490, 938, 1502]
blood-drop-icon: ♦ [722, 299, 730, 316]
budget-line: Ficha 177= Excesso de Arrecadação-FR=01(Tesouro)...........................R$ 85.000,00 [361, 1244, 608, 1252]
tender-result: Resultado da abertura do envelope nº 01 – HABILITAÇÃO [38, 1400, 316, 1412]
section-bar-title: SAAE - Porto Feliz [692, 1433, 815, 1450]
budget-line: Categoria/Elemento:4.4.90.52-Equipamentos e Material Permanente [361, 210, 562, 218]
budget-line: Ficha:107-FR=02 -.........................................................................R$ 70.000,00 [361, 776, 590, 784]
notice-signer: SR. APARECIDO FERRARI [807, 926, 886, 934]
budget-line: Categoria/Elemento:3.3.90.39-Outros Serviços de Terceiros Pessoa Jurídica [361, 656, 585, 664]
tender-date: Data da Sessão: 04/11/2021 [13, 606, 109, 616]
tender-time: Horário: 09:00 horas [13, 549, 83, 559]
signer-role: Prefeito Municipal [136, 1670, 218, 1682]
tender-intro: Abertos os envelopes de "habilitação", fica o resultado como segue: [23, 1427, 331, 1439]
budget-line: Inciso d – Infraestrutura, Serv. Urb. e Rurais e Agricultura: [361, 1235, 530, 1243]
notice-signer: SR. APARECIDO FERRARI [807, 1122, 886, 1130]
tender-object: CONTRATAÇÃO DE EMPRESA PARA PRESTAÇÃO DE SERVIÇO DE CONFECÇÃO E INSTALAÇÃO DE GRADIL ELETROFUNDIDO NAS UNIDADES ESCOLARES [15, 1346, 339, 1384]
page-number: B2 [1000, 6, 1025, 27]
notice-body-2: A abertura da sessão pública do PREGÃO ELETRÔNICO ocorrerá no dia 27º de outubro de 2021, às 15h00min, no site www.comprasgovernamentais.gov.br, nos termos das condições descritas no Edital. Demais informações no Departamento de Compras e Licitações (16) 3383-4070, (16) 3383-4056, (16) 3383-4068 e (16) 3383-4067, de segunda a sexta-feira, das 08h00min às 17h00min. [12, 177, 342, 207]
notice-saae [686, 1464, 1007, 1530]
notice-body: O Sr. Aparecido Ferrari, Prefeito do Município de Matão, no uso das atribuições que lhe são conferidas por Lei, COMUNICA, que tendo em vista o recebimento de questionamentos por e-mail, no dia 05/10/2021, DECIDE pela RETIFICAÇÃO E REABERTURA DE PRAZOS sendo que o Edital Retificado e seus anexos, estarão disponíveis a partir de quarta-feira, 13 de outubro de 2021, no site da Prefeitura (www.matao.sp.gov.br) ou através do site www.comprasgovernamentais.gov.br, e havendo dificuldade das interessadas o Departamento de Compras e Licitações através dos telefones: (16) 3383-4070, (16) 3383-4056, (16) 3383-4068 e (16) 3383-4067, de segunda a sexta-feira, das 08h00min às 17h00min. [12, 131, 342, 176]
law-number: LEI Nº. 2.125/2021, DE 14 DE OUTUBRO DE 2021. [417, 84, 617, 94]
notice-subtitle: CAMPUS DE BOTUCATU - FACULDADE DE MEDICINA [785, 414, 961, 422]
result-item: 2. Fazeg Projeto e Construções LTDA – HABILITADA [13, 997, 254, 1009]
cover-line: Excesso de Arrecadação-FR=02.........................................................R$ 65.099,00 [361, 322, 601, 330]
notice-place: Matão, 07 de outubro de 2021. [138, 208, 216, 216]
notice-signer: DINAMERICO GONÇALVES PERONI [460, 412, 574, 420]
budget-line: a) Un. Orçam.:02.04-Departamento Administrativo [361, 639, 508, 647]
notice-signer: SR. APARECIDO FERRARI [140, 215, 214, 223]
notice-body: Encontra-se à disposição o Edital do Pregão Eletrônico 33/2021-FM, Processo 1606/2021-FM, Oferta de Compra BEC (OC) Nº 102511100012021OC00186 do tipo menor preço por item, que objetiva AQUISIÇÃO DE NOBREAK, RACK E MICROCOMPUTADOR PARA A UNIDADE DE PESQUISA CLÍNICA - UPECLIN - DA FACULDADE DE MEDICINA DE BOTUCATU, COM RECURSOS ORÇAMENTÁRIOS DO CONVÊNIO COM MINISTÉRIO DA SAÚDE ATRAVÉS DO SISTEMA DE GESTÃO DE CONVÊNIO E CONTRATOS DE REPASSES - SICONV Nº 881828/2018. Data do início do prazo para envio da proposta eletrônica 18/10/2021. O prazo de entrega das propostas eletrônicas será até o dia 03/11/2021 às 9 horas, data e horário de realização da sessão. Endereços eletrônicos para participação do certame: www.bec.sp.gov.br; www.bec.fazenda.sp.gov.br; www.fmb.unesp.br; www.imprensaoficial.com.br; www.negociospublicos.sp.gov.br e www.e-negociospublicos.sp.gov.br. Identificação do órgão responsável pela licitação: UG 102313; Gestão 10061 – Seção Técnica de Materiais da Faculdade de Medicina de Botucatu, localizada no distrito de Rubião Júnior, s/n, Botucatu, SP, fax: (14) 3880-1036; fone: (14) 3880-1072 ou 3880-1099, e-mail: fmb.compras@unesp.br. Botucatu, 14 de outubro de 2021 [692, 422, 1001, 518]
law-article-1: Art. 1º - Fica o Poder Executivo autorizado a abrir crédito adicional suplementar no valor de R$ 2.360.000,00 (dois milhões, trezentos e sessenta mil reais) nos departamentos conforme classificação abaixo discriminada: [361, 607, 673, 632]
notice-line: Edital de Pregão Eletrônico nº 159/2021 — Processo — 2021/00296 [695, 138, 901, 146]
budget-line: Funcional/Prog.: 08.244.0009.2001-Manutenção do Departamento [361, 1034, 556, 1042]
budget-line: Ficha:021- FR=01 -.........................................................................R$ 50.000,00 [361, 690, 592, 698]
tender-time: Horário: 09:00 horas [13, 615, 83, 625]
budget-line: Funcional/Prog.: 04.122.0002.2007-Propaganda e Publicidade [361, 647, 544, 655]
notice-heading: PREGÃO ELETRÔNICO N.º 013/2021 [791, 1021, 902, 1029]
notice-body: O Prefeito do Município de Matão, Sr. Aparecido Ferrari, no uso das atribuições que lhe são conferidas por Lei, torna público, para conhecimento dos interessados, que o Departamento de Compras e Licitações da PREFEITURA MUNICIPAL DE MATÃO, pessoa jurídica de direito público interno, com sede neste cidade de Matão – Estado de São Paulo, sita à Rua Oreste Bozelli, n.º 1.165 – Centro, inscrita no C.N.P.J.-M.F. sob o n.º 45.270.188/0001-26, realizará no dia e hora abaixo indicados, licitação na modalidade PREGÃO ELETRÔNICO, do tipo "MENOR PREÇO POR ITEM" objetivando o REGISTRO DE PREÇOS para a futura "Aquisição De Canetas Permanentes De Insulina, Refil E Agulhas", para a Secretaria Municipal de Saúde da Prefeitura Municipal de Matão. O edital completo estará disponível a partir de quarta-feira, 13 de outubro de 2021, no site da Prefeitura (www.matao.sp.gov.br) ou através do site www.comprasgovernamentais.gov.br; e havendo dificuldade das interessadas o Departamento de Compras e Licitações estará à disposição para gravação do mesmo em mídia digital, das 08h00min às 17h00min. A abertura da sessão pública do PREGÃO ELETRÔNICO ocorrerá no dia 27º de outubro de 2021, às 08h30min, no site www.comprasgovernamentais.gov.br, nos termos das condições descritas no Edital. Palácio da Independência, aos 07 de outubro de 2021. [692, 637, 1001, 722]
tender-time: Horário: 09:00 horas [13, 449, 83, 459]
